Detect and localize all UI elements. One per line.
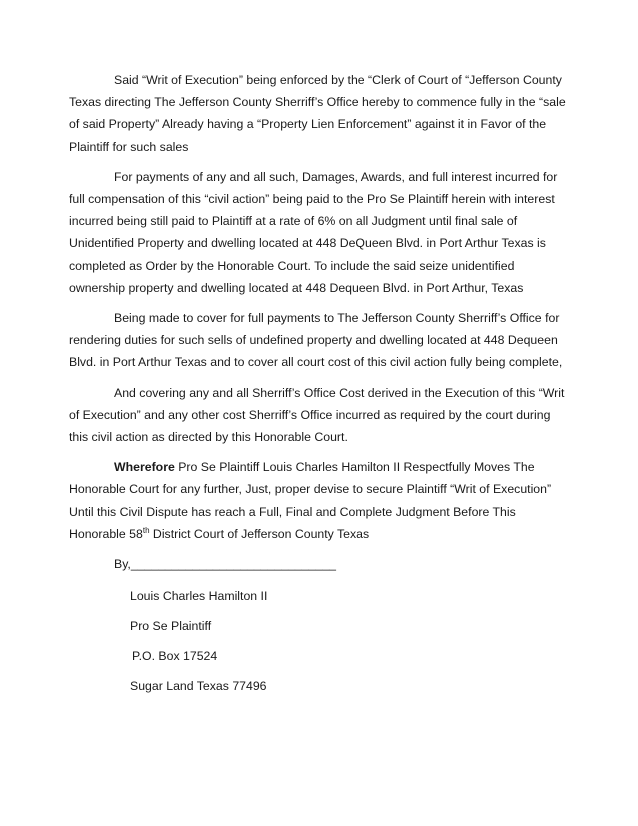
ordinal-superscript: th bbox=[142, 525, 150, 535]
paragraph-sheriff-costs: And covering any and all Sherriff’s Office Cost derived in the Execution of this “Writ of Execution” and any other cost Sherriff’s Office incurred as required by the court during this civil action as directed by this Honorable Court. bbox=[69, 385, 565, 445]
paragraph-payments: For payments of any and all such, Damages, Awards, and full interest incurred for full compensation of this “civil action” being paid to the Pro Se Plaintiff herein with interest incurred being still paid to Plaintiff at a rate of 6% on all Judgment until final sale of Unidentified Property and dwelling located at 448 DeQueen Blvd. in Port Arthur Texas is completed as Order by the Honorable Court. To include the said seize unidentified ownership property and dwelling located at 448 Dequeen Blvd. in Port Arthur, Texas bbox=[69, 169, 558, 295]
paragraph-writ-enforcement: Said “Writ of Execution” being enforced by the “Clerk of Court of “Jefferson County Texas directing The Jefferson County Sherriff’s Office hereby to commence fully in the “sale of said Property” Already having a “Property Lien Enforcement” against it in Favor of the Plaintiff for such sales bbox=[69, 73, 566, 154]
signer-po-box: P.O. Box 17524 bbox=[132, 649, 218, 664]
paragraph-sheriff-payments: Being made to cover for full payments to The Jefferson County Sherriff’s Office for rendering duties for such sells of undefined property and dwelling located at 448 Dequeen Blvd. in Port Arthur Texas and to cover all court cost of this civil action fully being complete, bbox=[69, 311, 563, 370]
wherefore-lead: Wherefore bbox=[114, 460, 175, 475]
signature-by-line: By,______________________________ bbox=[114, 557, 337, 572]
wherefore-text-end: District Court of Jefferson County Texas bbox=[149, 526, 370, 541]
wherefore-text: Pro Se Plaintiff Louis Charles Hamilton II Respectfully Moves The Honorable Court for any further, Just, proper devise to secure Plaintiff “Writ of Execution” Until this Civil Dispute has reach a Full, Final and Complete Judgment Before This Honorable 58 bbox=[69, 460, 552, 541]
signer-city-state-zip: Sugar Land Texas 77496 bbox=[130, 679, 267, 694]
document-body bbox=[69, 69, 569, 701]
paragraph-wherefore bbox=[69, 456, 569, 545]
signer-name: Louis Charles Hamilton II bbox=[130, 589, 268, 604]
signer-title: Pro Se Plaintiff bbox=[130, 619, 212, 634]
